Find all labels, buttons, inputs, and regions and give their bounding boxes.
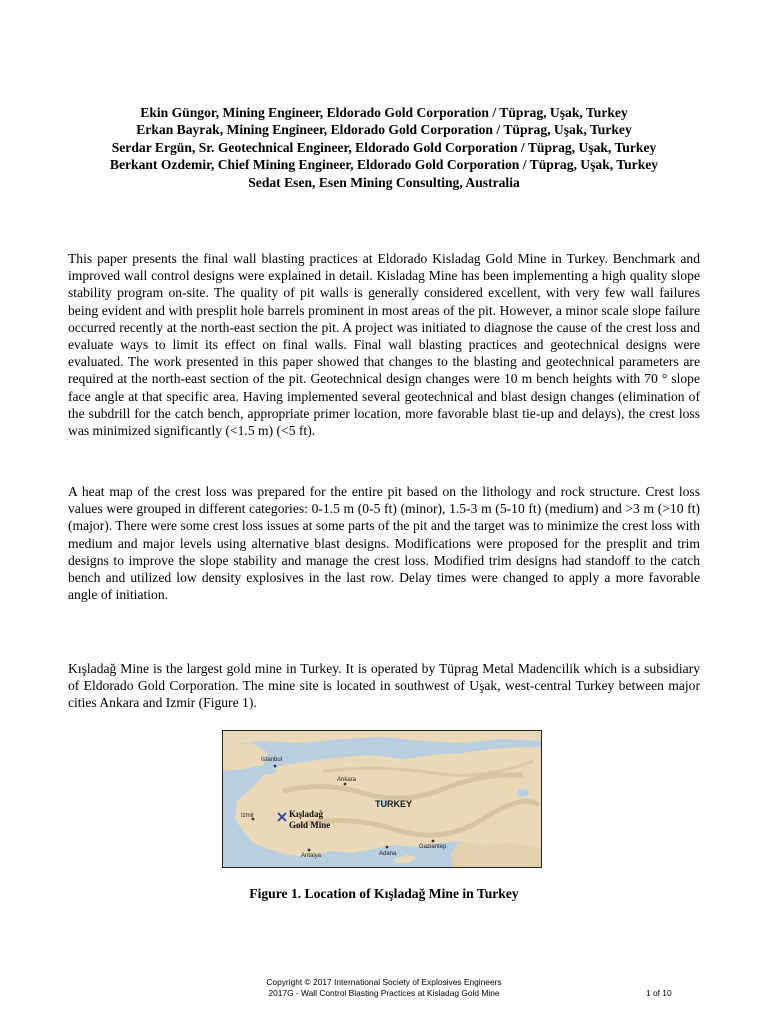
author-line: Berkant Ozdemir, Chief Mining Engineer, Eldorado Gold Corporation / Tüprag, Uşak, Turkey — [109, 157, 659, 173]
author-line: Sedat Esen, Esen Mining Consulting, Australia — [248, 174, 520, 190]
figure-caption: Figure 1. Location of Kışladağ Mine in Turkey — [249, 886, 519, 901]
author-line: Serdar Ergün, Sr. Geotechnical Engineer, Eldorado Gold Corporation / Tüprag, Uşak, Turkey — [111, 139, 657, 155]
map-label-mine-type: Gold Mine — [289, 820, 331, 830]
map-label-izmir: Izmir — [241, 813, 254, 819]
map-label-turkey: TURKEY — [375, 799, 413, 809]
lake — [517, 789, 529, 797]
map-label-gaziantep: Gaziantep — [419, 844, 447, 850]
author-line: Erkan Bayrak, Mining Engineer, Eldorado Gold Corporation / Tüprag, Uşak, Turkey — [136, 122, 632, 138]
turkey-location-map — [222, 730, 542, 868]
city-dot — [344, 783, 347, 786]
map-label-antalya: Antalya — [301, 853, 322, 859]
city-dot — [274, 765, 277, 768]
page-number: 1 of 10 — [646, 988, 672, 998]
city-dot — [386, 846, 389, 849]
map-label-adana: Adana — [379, 851, 397, 857]
introduction-paragraph: Kışladağ Mine is the largest gold mine in Turkey. It is operated by Tüprag Metal Madencilik which is a subsidiary of Eldorado Gold Corporation. The mine site is located in southwest of Uşak, west-central Turkey between major cities Ankara and Izmir (Figure 1). — [68, 661, 700, 711]
map-label-ankara: Ankara — [337, 777, 357, 783]
footer-copyright: Copyright © 2017 International Society of Explosives Engineers — [266, 977, 502, 987]
city-dot — [308, 849, 311, 852]
footer-title: 2017G - Wall Control Blasting Practices at Kisladag Gold Mine — [268, 988, 500, 998]
marmara-sea — [257, 768, 277, 774]
heatmap-paragraph: A heat map of the crest loss was prepared for the entire pit based on the lithology and rock structure. Crest loss values were grouped in different categories: 0-1.5 m (0-5 ft) (minor), 1.5-3 m (5-10 ft) (medium) and >3 m (>10 ft) (major). There were some crest loss issues at some parts of the pit and the target was to minimize the crest loss with medium and major levels using alternative blast designs. Modifications were proposed for the presplit and trim designs to improve the slope stability and manage the crest loss. Modified trim designs had standoff to the catch bench and utilized low density explosives in the last row. Delay times were changed to apply a more favorable angle of initiation. — [68, 484, 700, 603]
map-graphic — [223, 731, 542, 868]
author-line: Ekin Güngor, Mining Engineer, Eldorado Gold Corporation / Tüprag, Uşak, Turkey — [140, 105, 628, 120]
city-dot — [432, 840, 435, 843]
map-label-istanbul: Istanbul — [261, 757, 283, 763]
author-list — [40, 104, 728, 191]
abstract-paragraph: This paper presents the final wall blasting practices at Eldorado Kisladag Gold Mine in Turkey. Benchmark and improved wall control designs were explained in detail. Kisladag Mine has been implementing a high quality slope stability program on-site. The quality of pit walls is generally considered excellent, with very few wall failures being evident and with presplit hole barrels prominent in most areas of the pit. However, a minor scale slope failure occurred recently at the north-east section the pit. A project was initiated to diagnose the cause of the crest loss and evaluate ways to limit its effect on final walls. Final wall blasting practices and geotechnical designs were evaluated. The work presented in this paper showed that changes to the blasting and geotechnical parameters are required at the north-east section of the pit. Geotechnical design changes were 10 m bench heights with 70 ° slope face angle at that specific area. Having implemented several geotechnical and blast design changes (elimination of the subdrill for the catch bench, appropriate primer location, more favorable blast tie-up and delays), the crest loss was minimized significantly (<1.5 m) (<5 ft). — [68, 251, 700, 439]
map-label-mine-name: Kışladağ — [289, 809, 324, 819]
